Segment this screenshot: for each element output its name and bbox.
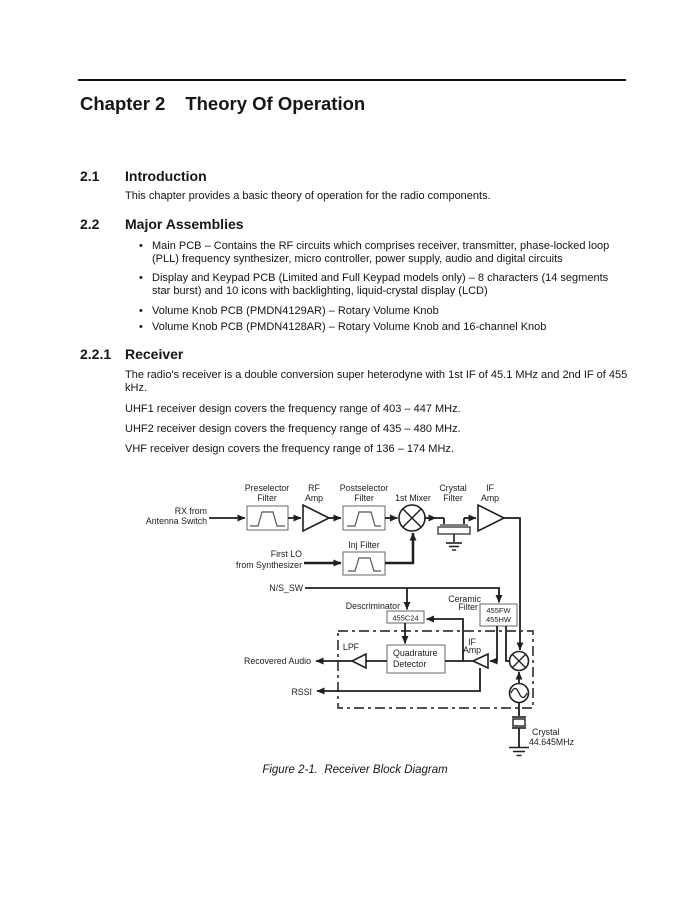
list-item — [139, 321, 626, 334]
intro-paragraph: This chapter provides a basic theory of operation for the radio components. — [125, 190, 491, 202]
if-amp2-label2: Amp — [462, 645, 482, 655]
ceramic-part2: 455HW — [485, 615, 512, 624]
descriminator-block — [387, 611, 424, 623]
rf-amp-label: RF — [308, 483, 320, 493]
section-title: Major Assemblies — [125, 216, 244, 232]
second-mixer-block — [510, 652, 529, 671]
preselector-label: Preselector — [244, 483, 290, 493]
inj-filter-block — [343, 540, 385, 575]
bullet-text: Main PCB – Contains the RF circuits which comprises receiver, transmitter, phase-locked loop (PLL) frequency synthesizer, micro controller, power supply, audio and digital circuits — [152, 240, 610, 265]
ceramic-label: Ceramic — [448, 594, 481, 604]
crystal-freq-label: 44.645MHz — [529, 737, 574, 747]
chapter-number: Chapter 2 — [80, 93, 166, 114]
section-title: Receiver — [125, 346, 184, 362]
crystal-body-icon — [438, 527, 470, 534]
section-number: 2.2.1 — [80, 346, 112, 362]
postselector-filter-block — [340, 483, 388, 530]
recovered-audio-label: Recovered Audio — [244, 656, 311, 666]
quadrature-label: Quadrature — [393, 648, 438, 658]
first-lo-label — [236, 549, 302, 570]
figure-caption: Figure 2-1. Receiver Block Diagram — [262, 764, 448, 776]
amplifier-triangle-icon — [352, 654, 366, 668]
ns-sw-label: N/S_SW — [269, 583, 303, 593]
rf-amp-block — [303, 483, 329, 531]
amplifier-triangle-icon — [303, 505, 329, 531]
injection-line — [385, 533, 413, 563]
first-mixer-block — [395, 493, 431, 531]
crystal-filter-label: Crystal — [439, 483, 467, 493]
lpf-label: LPF — [342, 642, 360, 652]
rx-from-label: RX from — [174, 506, 207, 516]
receiver-paragraph: UHF2 receiver design covers the frequency range of 435 – 480 MHz. — [125, 423, 461, 435]
header-rule — [78, 79, 626, 81]
crystal-filter-block — [436, 483, 470, 550]
preselector-label2: Filter — [257, 493, 277, 503]
bullet-icon: • — [139, 305, 143, 317]
receiver-paragraph: VHF receiver design covers the frequency range of 136 – 174 MHz. — [125, 443, 454, 455]
lpf-block — [343, 642, 366, 668]
first-lo-label1: First LO — [270, 549, 302, 559]
crystal-body-icon — [513, 719, 525, 726]
crystal-44mhz-block — [509, 703, 574, 756]
list-item — [139, 240, 626, 266]
if-amp2-block — [463, 637, 488, 668]
bullet-icon: • — [139, 272, 143, 284]
list-item — [139, 305, 626, 318]
receiver-block-diagram — [0, 478, 695, 770]
bullet-text: Display and Keypad PCB (Limited and Full Keypad models only) – 8 characters (14 segments star burst) and 10 icons with backlighting, liquid-crystal display (LCD) — [152, 272, 609, 297]
postselector-label: Postselector — [339, 483, 389, 493]
first-mixer-label: 1st Mixer — [395, 493, 431, 503]
ceramic-filter-block — [448, 594, 517, 626]
chapter-title: Theory Of Operation — [185, 93, 366, 114]
section-number: 2.2 — [80, 216, 100, 232]
if-amp2-label: IF — [468, 637, 476, 647]
if-amp1-label: IF — [486, 483, 494, 493]
chapter-heading — [80, 93, 365, 115]
section-number: 2.1 — [80, 168, 100, 184]
section-title: Introduction — [125, 168, 207, 184]
quadrature-detector-block — [387, 645, 445, 673]
oscillator-block — [510, 684, 529, 703]
rf-amp-label2: Amp — [304, 493, 324, 503]
if-amp1-label2: Amp — [480, 493, 500, 503]
amplifier-triangle-icon — [473, 654, 488, 668]
descriminator-label: Descriminator — [345, 601, 400, 611]
rx-input-label — [146, 506, 207, 526]
if-amp1-block — [478, 483, 504, 531]
postselector-label2: Filter — [354, 493, 374, 503]
amplifier-triangle-icon — [478, 505, 504, 531]
bullet-icon: • — [139, 321, 143, 333]
inj-filter-label: Inj Filter — [348, 540, 380, 550]
quadrature-label2: Detector — [393, 659, 427, 669]
ceramic-part1: 455FW — [486, 606, 511, 615]
descriminator-part: 455C24 — [392, 613, 419, 623]
receiver-paragraph: The radio's receiver is a double conversion super heterodyne with 1st IF of 45.1 MHz and 2nd IF of 455 kHz. — [125, 369, 628, 394]
antenna-switch-label: Antenna Switch — [145, 516, 207, 526]
section-heading-receiver — [80, 346, 183, 362]
receiver-paragraph: UHF1 receiver design covers the frequency range of 403 – 447 MHz. — [125, 403, 461, 415]
bullet-text: Volume Knob PCB (PMDN4129AR) – Rotary Volume Knob — [152, 305, 439, 317]
crystal-label: Crystal — [532, 727, 560, 737]
preselector-filter-block — [245, 483, 290, 530]
rssi-label: RSSI — [291, 687, 312, 697]
bullet-icon: • — [139, 240, 143, 252]
bullet-text: Volume Knob PCB (PMDN4128AR) – Rotary Volume Knob and 16-channel Knob — [152, 321, 547, 333]
list-item — [139, 272, 626, 298]
section-heading-major-assemblies — [80, 216, 244, 232]
section-heading-introduction — [80, 168, 207, 184]
ceramic-label2: Filter — [458, 602, 478, 612]
first-lo-label2: from Synthesizer — [236, 560, 302, 570]
crystal-filter-label2: Filter — [443, 493, 463, 503]
